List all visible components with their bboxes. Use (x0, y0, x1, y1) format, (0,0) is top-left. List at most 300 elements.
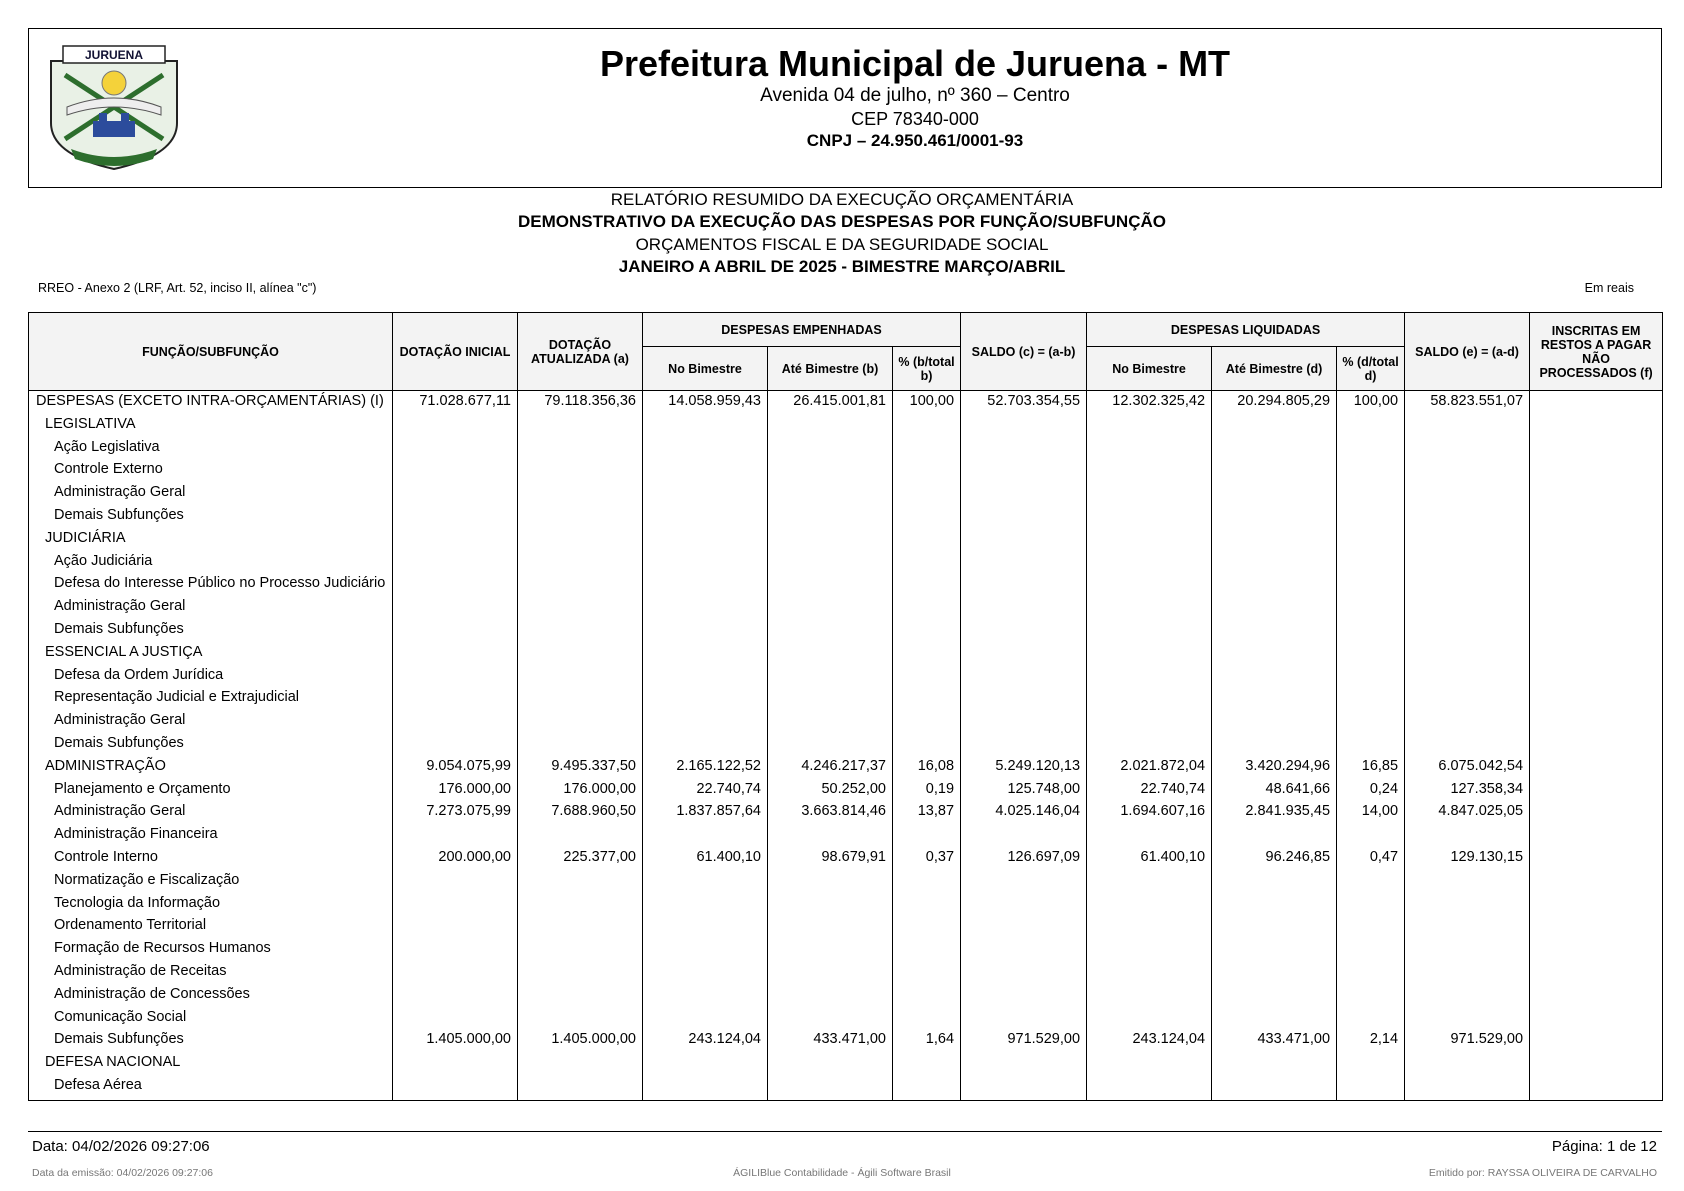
row-value (1530, 735, 1663, 758)
row-value: 0,19 (893, 781, 961, 804)
row-value (1337, 507, 1405, 530)
header-liq-ate-bimestre: Até Bimestre (d) (1212, 347, 1337, 391)
row-value (393, 826, 518, 849)
row-value (1337, 940, 1405, 963)
row-value: 126.697,09 (961, 849, 1087, 872)
row-value (1405, 484, 1530, 507)
table-row (29, 986, 1663, 1009)
row-value: 5.249.120,13 (961, 758, 1087, 781)
row-value (1337, 461, 1405, 484)
row-value (961, 735, 1087, 758)
crest-text: JURUENA (84, 48, 144, 62)
table-row (29, 712, 1663, 735)
row-value (893, 963, 961, 986)
row-value: 4.246.217,37 (768, 758, 893, 781)
row-value (1212, 872, 1337, 895)
row-value (1337, 895, 1405, 918)
row-value: 16,08 (893, 758, 961, 781)
row-value: 13,87 (893, 803, 961, 826)
table-row (29, 644, 1663, 667)
row-value (1530, 391, 1663, 416)
row-value (1405, 598, 1530, 621)
row-label: Administração Geral (29, 803, 393, 826)
table-row (29, 667, 1663, 690)
table-row (29, 1054, 1663, 1077)
row-value: 96.246,85 (1212, 849, 1337, 872)
row-value (1337, 986, 1405, 1009)
row-value (768, 507, 893, 530)
row-value (643, 439, 768, 462)
row-value (393, 872, 518, 895)
row-label: DEFESA NACIONAL (29, 1054, 393, 1077)
row-value (1087, 575, 1212, 598)
row-value (643, 1009, 768, 1032)
row-value (393, 1054, 518, 1077)
row-value (1405, 553, 1530, 576)
row-value: 3.420.294,96 (1212, 758, 1337, 781)
row-value (893, 917, 961, 940)
row-value: 0,37 (893, 849, 961, 872)
row-value (643, 940, 768, 963)
row-value (1337, 598, 1405, 621)
row-value (1405, 416, 1530, 439)
row-value (768, 986, 893, 1009)
row-value (393, 644, 518, 667)
row-value: 22.740,74 (643, 781, 768, 804)
row-value (961, 461, 1087, 484)
row-value: 61.400,10 (643, 849, 768, 872)
row-value (768, 895, 893, 918)
row-label: LEGISLATIVA (29, 416, 393, 439)
row-value (1530, 1077, 1663, 1100)
row-value: 61.400,10 (1087, 849, 1212, 872)
header-liq-no-bimestre: No Bimestre (1087, 347, 1212, 391)
row-value (393, 712, 518, 735)
report-reference: RREO - Anexo 2 (LRF, Art. 52, inciso II, alínea "c") (38, 281, 317, 295)
row-value (643, 416, 768, 439)
row-value (893, 553, 961, 576)
row-value (518, 575, 643, 598)
row-value: 98.679,91 (768, 849, 893, 872)
row-value (961, 553, 1087, 576)
row-value (393, 940, 518, 963)
row-value (1405, 461, 1530, 484)
row-value (1212, 575, 1337, 598)
row-value (518, 1054, 643, 1077)
table-row (29, 758, 1663, 781)
row-value (643, 895, 768, 918)
row-label: Controle Externo (29, 461, 393, 484)
row-value (643, 553, 768, 576)
row-value (768, 621, 893, 644)
row-value (518, 917, 643, 940)
row-value (518, 712, 643, 735)
row-value (643, 484, 768, 507)
row-value (1530, 826, 1663, 849)
row-value (518, 553, 643, 576)
row-value (393, 735, 518, 758)
row-value: 0,47 (1337, 849, 1405, 872)
row-value: 14.058.959,43 (643, 391, 768, 416)
report-line-3: ORÇAMENTOS FISCAL E DA SEGURIDADE SOCIAL (635, 235, 1049, 254)
row-value (961, 667, 1087, 690)
row-value (893, 416, 961, 439)
row-value (1337, 416, 1405, 439)
table-row (29, 963, 1663, 986)
org-cnpj: CNPJ – 24.950.461/0001-93 (806, 131, 1024, 150)
row-value: 2,14 (1337, 1031, 1405, 1054)
row-value (1530, 689, 1663, 712)
row-value (1087, 1009, 1212, 1032)
row-value (643, 986, 768, 1009)
row-value (768, 735, 893, 758)
org-title: Prefeitura Municipal de Juruena - MT (599, 43, 1231, 84)
row-value (1530, 917, 1663, 940)
row-value: 243.124,04 (1087, 1031, 1212, 1054)
row-value (961, 986, 1087, 1009)
row-value: 176.000,00 (393, 781, 518, 804)
row-value (1087, 917, 1212, 940)
row-value (961, 530, 1087, 553)
row-value: 20.294.805,29 (1212, 391, 1337, 416)
row-value: 125.748,00 (961, 781, 1087, 804)
row-value (1212, 507, 1337, 530)
row-value (1212, 826, 1337, 849)
footer-date: Data: 04/02/2026 09:27:06 (32, 1138, 210, 1155)
row-value (1530, 849, 1663, 872)
row-value (893, 712, 961, 735)
row-value: 52.703.354,55 (961, 391, 1087, 416)
row-value (518, 1009, 643, 1032)
row-value (768, 689, 893, 712)
row-value (643, 667, 768, 690)
row-value (518, 621, 643, 644)
table-row (29, 735, 1663, 758)
row-value (893, 461, 961, 484)
row-label: JUDICIÁRIA (29, 530, 393, 553)
row-value: 3.663.814,46 (768, 803, 893, 826)
row-value (961, 895, 1087, 918)
row-value (1405, 621, 1530, 644)
row-value (393, 917, 518, 940)
row-value (1530, 484, 1663, 507)
row-value (893, 826, 961, 849)
row-value: 16,85 (1337, 758, 1405, 781)
row-value (643, 735, 768, 758)
row-value (1405, 1054, 1530, 1077)
table-row (29, 826, 1663, 849)
row-value (1337, 1077, 1405, 1100)
row-value (1337, 439, 1405, 462)
row-value (1530, 507, 1663, 530)
row-value (893, 895, 961, 918)
row-value (893, 439, 961, 462)
row-value (1530, 940, 1663, 963)
row-value (1087, 712, 1212, 735)
table-row (29, 598, 1663, 621)
row-label: Controle Interno (29, 849, 393, 872)
row-value (1530, 553, 1663, 576)
row-value (393, 1009, 518, 1032)
row-value: 22.740,74 (1087, 781, 1212, 804)
footer-software: ÁGILIBlue Contabilidade - Ágili Software Brasil (733, 1167, 951, 1179)
row-value (393, 689, 518, 712)
row-value (393, 530, 518, 553)
row-label: Administração de Concessões (29, 986, 393, 1009)
row-value (768, 530, 893, 553)
row-value (518, 667, 643, 690)
row-value (1530, 1054, 1663, 1077)
row-value (393, 439, 518, 462)
row-value (961, 575, 1087, 598)
row-value (1087, 689, 1212, 712)
row-value (768, 1054, 893, 1077)
row-value (1405, 735, 1530, 758)
table-row (29, 940, 1663, 963)
row-value (643, 575, 768, 598)
row-value (643, 507, 768, 530)
row-value (393, 507, 518, 530)
table-row (29, 391, 1663, 416)
row-value (393, 621, 518, 644)
row-value (768, 575, 893, 598)
row-value (961, 439, 1087, 462)
report-line-2: DEMONSTRATIVO DA EXECUÇÃO DAS DESPESAS POR FUNÇÃO/SUBFUNÇÃO (518, 212, 1166, 231)
row-label: Comunicação Social (29, 1009, 393, 1032)
row-value: 48.641,66 (1212, 781, 1337, 804)
row-value: 50.252,00 (768, 781, 893, 804)
row-value (893, 986, 961, 1009)
row-value (393, 598, 518, 621)
row-value (393, 484, 518, 507)
row-value (1212, 530, 1337, 553)
row-value (1530, 575, 1663, 598)
row-value (1337, 826, 1405, 849)
table-row (29, 872, 1663, 895)
row-value (1530, 712, 1663, 735)
row-value (893, 1054, 961, 1077)
row-value (1405, 940, 1530, 963)
row-value (1337, 872, 1405, 895)
row-value (643, 1054, 768, 1077)
row-value (768, 667, 893, 690)
row-value: 971.529,00 (1405, 1031, 1530, 1054)
row-label: Normatização e Fiscalização (29, 872, 393, 895)
row-value (1337, 1009, 1405, 1032)
row-label: Defesa do Interesse Público no Processo Judiciário (29, 575, 393, 598)
row-value (768, 940, 893, 963)
row-value: 1.837.857,64 (643, 803, 768, 826)
row-value (1087, 598, 1212, 621)
row-value (1530, 1009, 1663, 1032)
row-label: Demais Subfunções (29, 621, 393, 644)
row-value: 2.165.122,52 (643, 758, 768, 781)
row-value (1530, 1031, 1663, 1054)
row-value (518, 872, 643, 895)
row-value (518, 963, 643, 986)
row-value: 9.495.337,50 (518, 758, 643, 781)
header-emp-ate-bimestre: Até Bimestre (b) (768, 347, 893, 391)
table-row (29, 461, 1663, 484)
row-value (768, 826, 893, 849)
row-value (893, 598, 961, 621)
row-value: 58.823.551,07 (1405, 391, 1530, 416)
row-value: 1.405.000,00 (393, 1031, 518, 1054)
row-value (393, 461, 518, 484)
header-emp-pct: % (b/total b) (893, 347, 961, 391)
row-value (1212, 553, 1337, 576)
table-row (29, 803, 1663, 826)
row-value (961, 940, 1087, 963)
row-label: Administração de Receitas (29, 963, 393, 986)
row-value (1405, 917, 1530, 940)
row-value (768, 598, 893, 621)
row-value (518, 598, 643, 621)
row-value (768, 872, 893, 895)
row-value: 1,64 (893, 1031, 961, 1054)
row-value (518, 484, 643, 507)
row-value (961, 712, 1087, 735)
row-value: 2.841.935,45 (1212, 803, 1337, 826)
table-row (29, 416, 1663, 439)
row-value (1337, 712, 1405, 735)
row-value (1530, 461, 1663, 484)
row-value (1087, 484, 1212, 507)
row-value (393, 1077, 518, 1100)
row-value: 100,00 (893, 391, 961, 416)
row-value (893, 1009, 961, 1032)
header-emp-no-bimestre: No Bimestre (643, 347, 768, 391)
row-value (1337, 1054, 1405, 1077)
row-value: 200.000,00 (393, 849, 518, 872)
row-value (1087, 461, 1212, 484)
row-value: 6.075.042,54 (1405, 758, 1530, 781)
row-value (961, 917, 1087, 940)
row-value (1087, 621, 1212, 644)
row-value: 129.130,15 (1405, 849, 1530, 872)
row-value (1530, 667, 1663, 690)
row-value (1212, 461, 1337, 484)
report-line-4: JANEIRO A ABRIL DE 2025 - BIMESTRE MARÇO/ABRIL (618, 257, 1066, 276)
row-value (1337, 963, 1405, 986)
row-value (393, 986, 518, 1009)
row-label: Demais Subfunções (29, 1031, 393, 1054)
row-value (1530, 530, 1663, 553)
row-value (961, 963, 1087, 986)
row-value: 7.273.075,99 (393, 803, 518, 826)
row-value (1530, 416, 1663, 439)
row-value (1337, 553, 1405, 576)
row-value (1405, 689, 1530, 712)
table-row (29, 507, 1663, 530)
row-value (1530, 803, 1663, 826)
row-value (1212, 917, 1337, 940)
row-label: Administração Geral (29, 484, 393, 507)
row-value (518, 1077, 643, 1100)
row-value (961, 1054, 1087, 1077)
row-value (1530, 963, 1663, 986)
row-value (1087, 439, 1212, 462)
org-address: Avenida 04 de julho, nº 360 – Centro (760, 85, 1070, 106)
row-value: 79.118.356,36 (518, 391, 643, 416)
row-label: Defesa Aérea (29, 1077, 393, 1100)
row-value (893, 644, 961, 667)
row-value (393, 416, 518, 439)
row-value (1405, 963, 1530, 986)
row-value (643, 826, 768, 849)
table-row (29, 484, 1663, 507)
row-value (1087, 986, 1212, 1009)
row-value: 71.028.677,11 (393, 391, 518, 416)
row-value (961, 598, 1087, 621)
row-value (1212, 689, 1337, 712)
row-value (1087, 1054, 1212, 1077)
row-value (518, 416, 643, 439)
row-value (1530, 439, 1663, 462)
row-value (893, 872, 961, 895)
row-value (893, 575, 961, 598)
row-value (643, 644, 768, 667)
table-row (29, 1031, 1663, 1054)
row-value (518, 530, 643, 553)
row-value: 243.124,04 (643, 1031, 768, 1054)
row-value (961, 872, 1087, 895)
row-value (518, 507, 643, 530)
report-unit: Em reais (1584, 281, 1634, 295)
row-value (643, 917, 768, 940)
row-value (1212, 598, 1337, 621)
row-label: Demais Subfunções (29, 735, 393, 758)
row-value (1212, 416, 1337, 439)
row-value (393, 667, 518, 690)
row-value: 225.377,00 (518, 849, 643, 872)
row-value (1530, 621, 1663, 644)
header-saldo-c: SALDO (c) = (a-b) (961, 313, 1087, 391)
table-row (29, 439, 1663, 462)
table-row (29, 895, 1663, 918)
row-value (961, 507, 1087, 530)
row-value (1212, 895, 1337, 918)
header-dotacao-atualizada: DOTAÇÃO ATUALIZADA (a) (518, 313, 643, 391)
row-value (1337, 667, 1405, 690)
row-value (1212, 667, 1337, 690)
row-value (1405, 895, 1530, 918)
table-row (29, 1009, 1663, 1032)
row-value (518, 986, 643, 1009)
row-value (518, 826, 643, 849)
row-value (768, 917, 893, 940)
row-value (768, 963, 893, 986)
footer-emission: Data da emissão: 04/02/2026 09:27:06 (32, 1167, 213, 1179)
row-value (1212, 1054, 1337, 1077)
row-value (643, 963, 768, 986)
row-value: 1.405.000,00 (518, 1031, 643, 1054)
row-value (961, 621, 1087, 644)
row-label: Tecnologia da Informação (29, 895, 393, 918)
org-cep: CEP 78340-000 (851, 109, 979, 129)
row-value (768, 1077, 893, 1100)
row-value: 12.302.325,42 (1087, 391, 1212, 416)
row-value (1530, 644, 1663, 667)
row-value (1087, 553, 1212, 576)
row-value: 433.471,00 (768, 1031, 893, 1054)
row-value (1405, 1009, 1530, 1032)
row-value (1337, 644, 1405, 667)
row-value (961, 826, 1087, 849)
row-value (1405, 575, 1530, 598)
row-value: 1.694.607,16 (1087, 803, 1212, 826)
row-value (1212, 986, 1337, 1009)
